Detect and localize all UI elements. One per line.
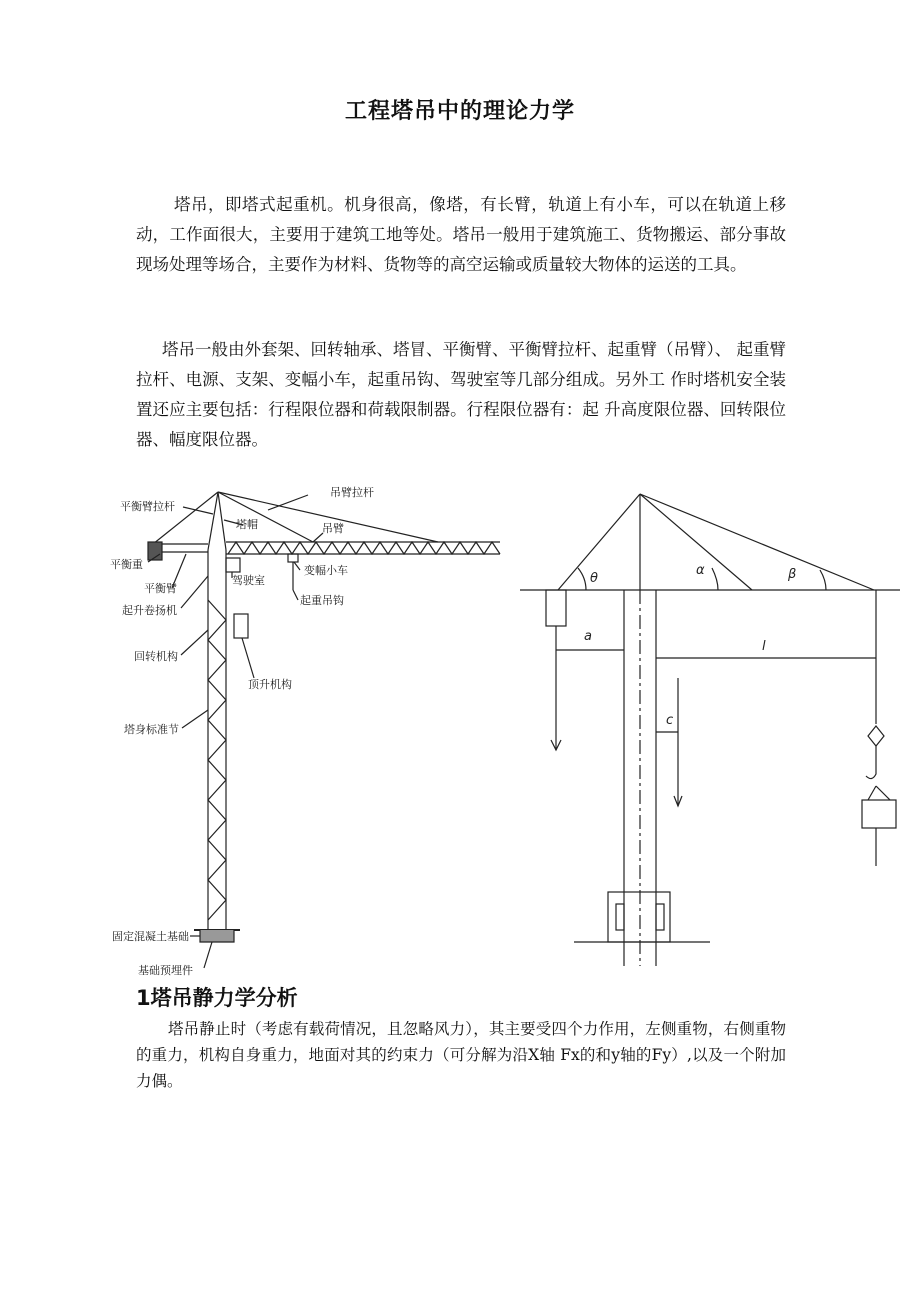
paragraph-components: 塔吊一般由外套架、回转轴承、塔冒、平衡臂、平衡臂拉杆、起重臂（吊臂）、 起重臂拉杆、电源、支架、变幅小车，起重吊钩、驾驶室等几部分组成。另外工 作时塔机安全装置还应主要包括：行程限位器和荷载限制器。行程限位器有：起 升高度限位器、回转限位器、幅度限位器。	[136, 340, 786, 449]
label-pinghengbi: 平衡臂	[144, 582, 177, 595]
label-l: l	[762, 639, 766, 654]
crane-structure-figure	[108, 480, 508, 980]
label-alpha: α	[696, 563, 705, 578]
label-huizhuan-jigou: 回转机构	[134, 650, 178, 663]
paragraph-intro: 塔吊，即塔式起重机。机身很高，像塔，有长臂，轨道上有小车，可以在轨道上移动，工作面很大，主要用于建筑工地等处。塔吊一般用于建筑施工、货物搬运、部分事故现场处理等场合，主要作为材料、货物等的高空运输或质量较大物体的运送的工具。	[136, 195, 786, 274]
label-jichu-yumaijian: 基础预埋件	[138, 964, 193, 977]
label-beta: β	[788, 567, 797, 582]
label-guding-jichu: 固定混凝土基础	[112, 930, 189, 943]
label-pinghengzhong: 平衡重	[110, 558, 143, 571]
label-bianfu-xiaoche: 变幅小车	[304, 564, 348, 577]
label-diaobi-lagan: 吊臂拉杆	[330, 486, 374, 499]
label-pinghengbi-lagan: 平衡臂拉杆	[120, 500, 175, 513]
force-diagram-figure	[520, 488, 900, 972]
label-dingsheng-jigou: 顶升机构	[248, 678, 292, 691]
label-c: c	[666, 713, 674, 728]
label-tamao: 塔帽	[236, 518, 258, 531]
label-jiashishi: 驾驶室	[232, 574, 265, 587]
label-diaobi: 吊臂	[322, 522, 344, 535]
section-heading: 1塔吊静力学分析	[136, 986, 298, 1010]
label-tashen-biaozhunjie: 塔身标准节	[124, 723, 179, 736]
label-qizhong-diaogou: 起重吊钩	[300, 594, 344, 607]
page-title: 工程塔吊中的理论力学	[344, 99, 575, 124]
label-qisheng-juanyangji: 起升卷扬机	[122, 604, 177, 617]
label-theta: θ	[590, 571, 598, 586]
paragraph-static-analysis: 塔吊静止时（考虑有载荷情况，且忽略风力），其主要受四个力作用，左侧重物，右侧重物的重力，机构自身重力，地面对其的约束力（可分解为沿X轴 Fx的和y轴的Fy）,以及一个附加力偶。	[136, 1020, 786, 1090]
label-a: a	[584, 629, 592, 644]
